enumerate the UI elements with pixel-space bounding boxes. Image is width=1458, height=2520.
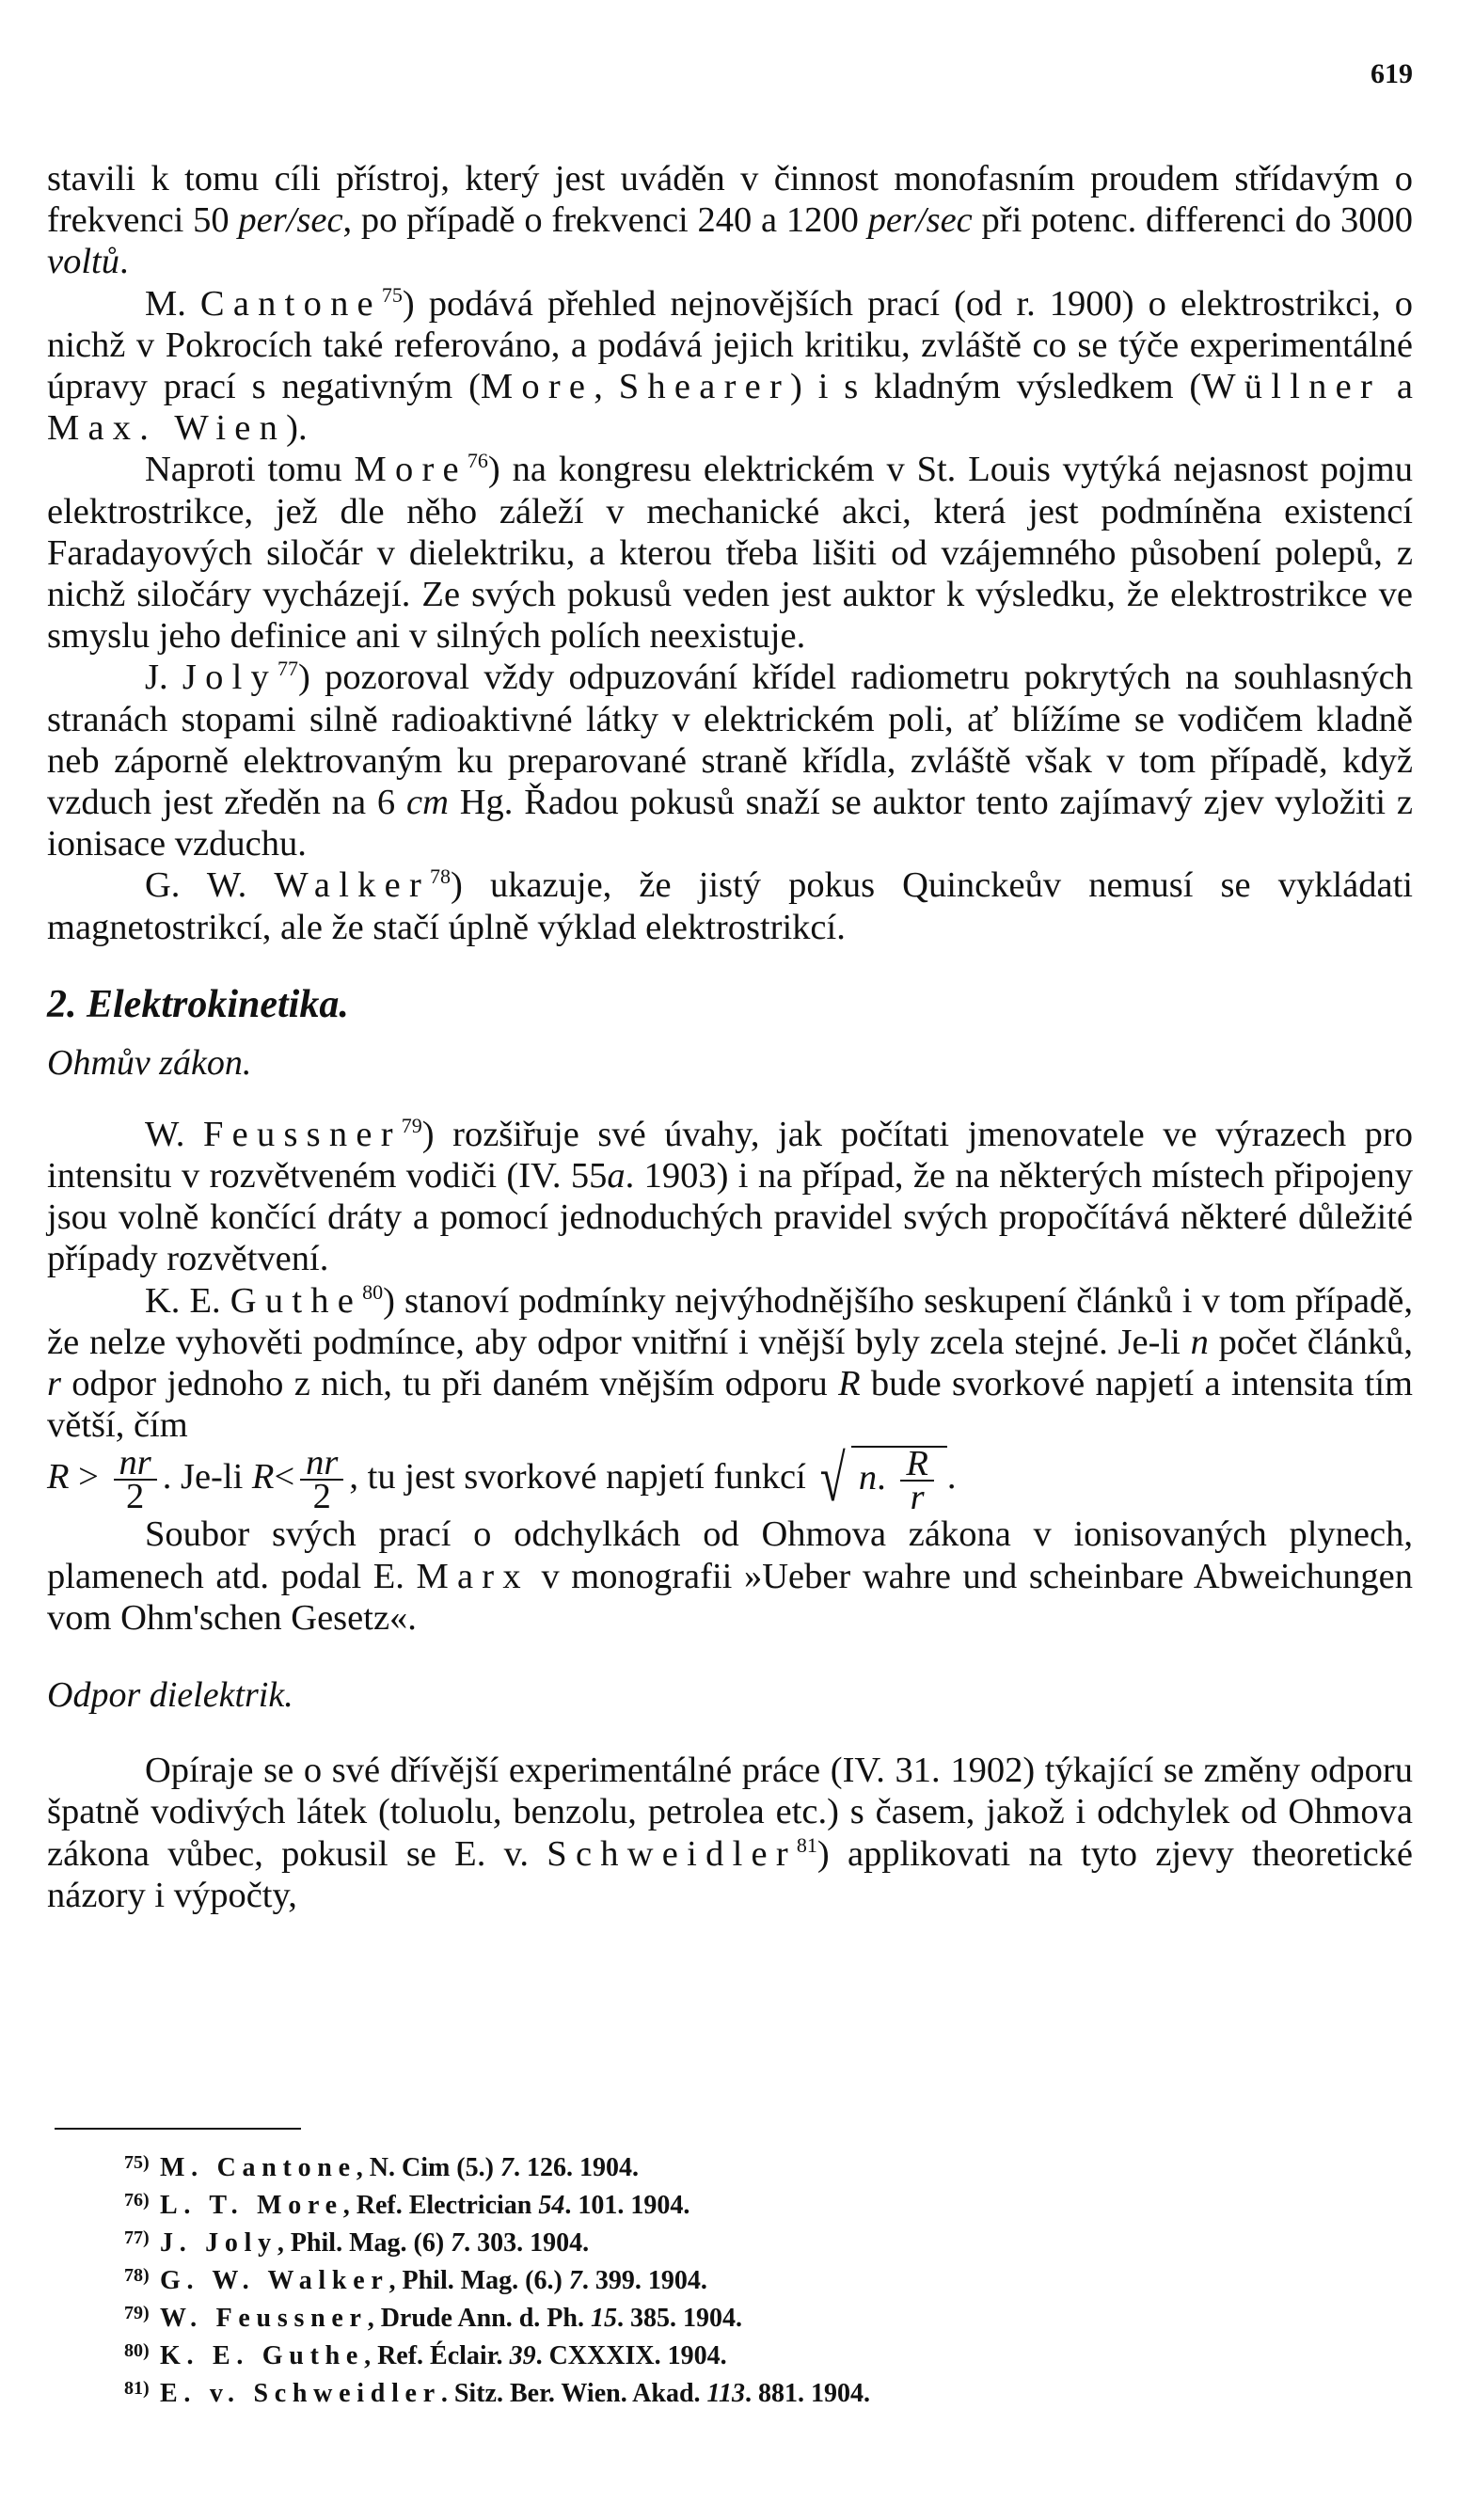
subsection-heading-dielectric: Odpor dielektrik. — [47, 1675, 293, 1716]
subsection-heading-ohm: Ohmův zákon. — [47, 1042, 252, 1083]
paragraph-more: Naproti tomu More$^{76}$) na kongresu elektrickém v St. Louis vytýká nejasnost pojmu elektrostrikce, jež dle něho záleží v mechanické akci, která jest podmíněna existencí Faradayových siločár v dielektriku, a kterou třeba lišiti od vzájemného působení polepů, z nichž siločáry vycházejí. Ze svých pokusů veden jest auktor k výsledku, že elektrostrikce ve smyslu jeho definice ani v silných polích neexistuje. — [47, 449, 1414, 657]
inline-formula-line: R > $\frac{nr}{2}$ . Je-li R< $\frac{nr}{2}$ , tu jest svorkové napjetí funkcí √ n. $\frac{R}{r}$ . — [47, 1443, 957, 1518]
author-name: Schweidler — [547, 1833, 797, 1874]
author-name: More — [354, 450, 468, 490]
footnote: 77) J. Joly, Phil. Mag. (6) 7. 303. 1904. — [124, 2227, 590, 2258]
author-name: Cantone — [199, 283, 382, 324]
author-name: Marx — [416, 1556, 530, 1596]
footnote: 75) M. Cantone, N. Cim (5.) 7. 126. 1904. — [124, 2152, 639, 2182]
author-name: Joly — [182, 658, 278, 698]
radicand: n. $\frac{R}{r}$ — [851, 1446, 947, 1514]
footnote-separator — [55, 2128, 301, 2130]
footnote-ref: 81 — [796, 1832, 817, 1857]
footnote-ref: 80 — [362, 1279, 384, 1304]
author-name: Guthe — [230, 1280, 363, 1321]
paragraph-marx: Soubor svých prací o odchylkách od Ohmova zákona v ionisovaných plynech, plamenech atd. podal E. Marx v monografii »Ueber wahre und scheinbare Abweichungen vom Ohm'schen Gesetz«. — [47, 1514, 1413, 1638]
section-heading: 2. Elektrokinetika. — [47, 982, 349, 1026]
paragraph-feussner: W. Feussner$^{79}$) rozšiřuje své úvahy, jak počítati jmenovatele ve výrazech pro intensitu v rozvětveném vodiči (IV. 55a. 1903) i na případ, že na některých místech připojeny jsou volně končící dráty a pomocí jednoduchých pravidel svých propočítává některé důležité případy rozvětvení. — [47, 1113, 1413, 1279]
paragraph-cantone: M. Cantone$^{75}$) podává přehled nejnovějších prací (od r. 1900) o elektrostrikci, o nichž v Pokrocích také referováno, a podává jejich kritiku, zvláště co se týče experimentálné úpravy prací s negativným (More, Shearer) i s kladným výsledkem (Wüllner a Max. Wien). — [47, 282, 1414, 449]
author-name: Feussner — [202, 1114, 402, 1154]
footnote: 76) L. T. More, Ref. Electrician 54. 101. 1904. — [124, 2190, 690, 2220]
footnote-ref: 76 — [467, 449, 488, 473]
author-name: Walker — [274, 865, 431, 906]
footnote: 81) E. v. Schweidler. Sitz. Ber. Wien. Akad. 113. 881. 1904. — [124, 2378, 870, 2408]
paragraph-1: stavili k tomu cíli přístroj, který jest uváděn v činnost monofasním proudem střídavým o frekvenci 50 per/sec, po případě o frekvenci 240 a 1200 per/sec při potenc. differenci do 3000 voltů. — [47, 159, 1413, 282]
paragraph-walker: G. W. Walker$^{78}$) ukazuje, že jistý pokus Quinckeův nemusí se vykládati magnetostrikcí, ale že stačí úplně výklad elektrostrikcí. — [47, 864, 1413, 947]
footnote-ref: 75 — [381, 282, 403, 307]
footnote: 78) G. W. Walker, Phil. Mag. (6.) 7. 399. 1904. — [124, 2265, 707, 2295]
page-number: 619 — [1371, 58, 1413, 89]
paragraph-schweidler: Opíraje se o své dřívější experimentálné práce (IV. 31. 1902) týkající se změny odporu špatně vodivých látek (toluolu, benzolu, petrolea etc.) s časem, jakož i odchylek od Ohmova zákona vůbec, pokusil se E. v. Schweidler$^{81}$) applikovati na tyto zjevy theoretické názory i výpočty, — [47, 1751, 1414, 1915]
fraction: $\frac{nr}{2}$ — [300, 1447, 343, 1513]
footnote-ref: 77 — [277, 657, 299, 681]
footnotes — [124, 2147, 870, 2410]
footnote: 79) W. Feussner, Drude Ann. d. Ph. 15. 385. 1904. — [124, 2303, 742, 2333]
paragraph-guthe: K. E. Guthe$^{80}$) stanoví podmínky nejvýhodnějšího seskupení článků i v tom případě, že nelze vyhověti podmínce, aby odpor vnitřní i vnější byly zcela stejné. Je-li n počet článků, r odpor jednoho z nich, tu při daném vnějším odporu R bude svorkové napjetí a intensita tím větší, čím — [47, 1279, 1414, 1446]
fraction: $\frac{R}{r}$ — [900, 1448, 934, 1514]
sqrt-sign: √ — [820, 1443, 847, 1516]
main-text — [47, 158, 1413, 1916]
footnote: 80) K. E. Guthe, Ref. Éclair. 39. CXXXIX. 1904. — [124, 2340, 727, 2370]
footnote-ref: 78 — [430, 864, 452, 889]
footnote-ref: 79 — [401, 1113, 422, 1137]
paragraph-joly: J. Joly$^{77}$) pozoroval vždy odpuzování křídel radiometru pokrytých na souhlasných stranách stopami silně radioaktivné látky v elektrickém poli, ať blížíme se vodičem kladně neb záporně elektrovaným ku preparované straně křídla, zvláště však v tom případě, když vzduch jest zředěn na 6 cm Hg. Řadou pokusů snaží se auktor tento zajímavý zjev vyložiti z ionisace vzduchu. — [47, 657, 1413, 864]
fraction: $\frac{nr}{2}$ — [114, 1447, 157, 1513]
